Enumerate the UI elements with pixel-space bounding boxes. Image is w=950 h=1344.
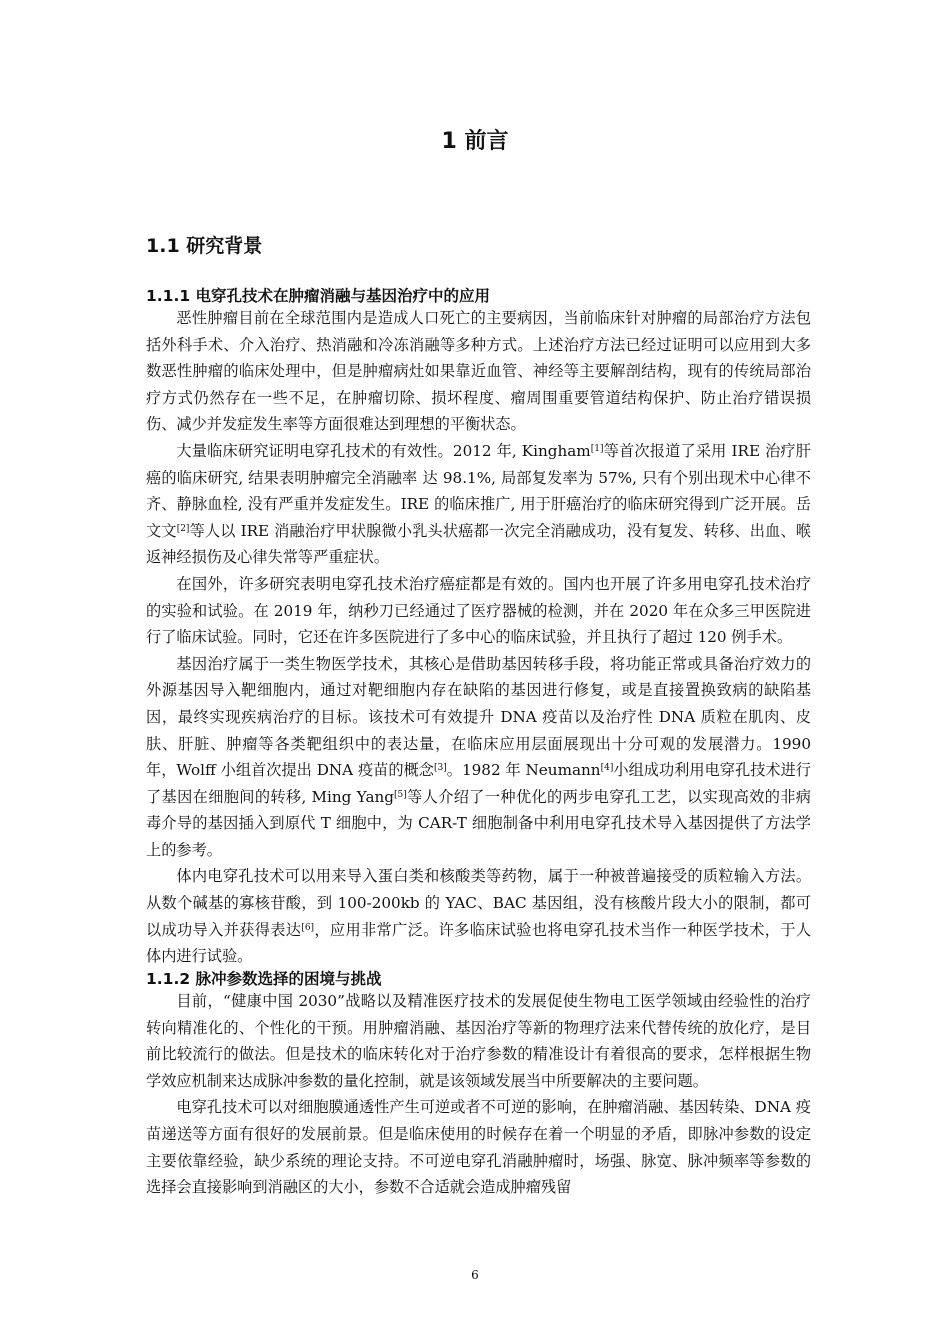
citation: [6] xyxy=(301,922,315,933)
paragraph xyxy=(146,438,811,571)
paragraph xyxy=(146,863,811,969)
subsection-body-2 xyxy=(146,988,811,1201)
chapter-title: 1 前言 xyxy=(441,129,509,154)
citation: [5] xyxy=(394,789,407,800)
paragraph-text: 大量临床研究证明电穿孔技术的有效性。2012 年, Kingham xyxy=(176,441,591,460)
citation: [1] xyxy=(590,444,604,455)
citation: [4] xyxy=(600,763,614,774)
subsection-body-1 xyxy=(146,305,811,970)
subsection-heading-2: 1.1.2 脉冲参数选择的困境与挑战 xyxy=(146,970,382,988)
citation: [3] xyxy=(434,763,447,774)
subsection-heading-1: 1.1.1 电穿孔技术在肿瘤消融与基因治疗中的应用 xyxy=(146,287,491,305)
paragraph-text: ，应用非常广泛。许多临床试验也将电穿孔技术当作一种医学技术，于人体内进行试验。 xyxy=(146,920,812,966)
paragraph xyxy=(146,988,811,1094)
paragraph-text: 在国外，许多研究表明电穿孔技术治疗癌症都是有效的。国内也开展了许多用电穿孔技术治疗的实验和试验。在 2019 年，纳秒刀已经通过了医疗器械的检测，并在 2020 年在众多三甲医院进行了临床试验。同时，它还在许多医院进行了多中心的临床试验，并且执行了超过 120 例手术。 xyxy=(146,574,811,647)
paragraph-text: 等首次报道了采用 IRE 治疗肝癌的临床研究, 结果表明肿瘤完全消融率 达 98.1%, 局部复发率为 57%, 只有个别出现术中心律不齐、静脉血栓, 没有严重并发症发生。IRE 的临床推广, 用于肝癌治疗的临床研究得到广泛开展。岳文文 xyxy=(146,441,811,540)
paragraph xyxy=(146,1094,811,1200)
paragraph-text: 等人介绍了一种优化的两步电穿孔工艺，以实现高效的非病毒介导的基因插入到原代 T 细胞中，为 CAR-T 细胞制备中利用电穿孔技术导入基因提供了方法学上的参考。 xyxy=(146,787,811,859)
paragraph xyxy=(146,651,811,864)
paragraph xyxy=(146,305,811,438)
paragraph-text: 。1982 年 Neumann xyxy=(446,761,601,780)
paragraph-text: 基因治疗属于一类生物医学技术，其核心是借助基因转移手段，将功能正常或具备治疗效力的外源基因导入靶细胞内，通过对靶细胞内存在缺陷的基因进行修复，或是直接置换致病的缺陷基因，最终实现疾病治疗的目标。该技术可有效提升 DNA 疫苗以及治疗性 DNA 质粒在肌肉、皮肤、肝脏、肿瘤等各类靶组织中的表达量，在临床应用层面展现出十分可观的发展潜力。1990 年，Wolff 小组首次提出 DNA 疫苗的概念 xyxy=(146,654,811,780)
paragraph-text: 电穿孔技术可以对细胞膜通透性产生可逆或者不可逆的影响，在肿瘤消融、基因转染、DNA 疫苗递送等方面有很好的发展前景。但是临床使用的时候存在着一个明显的矛盾，即脉冲参数的设定主要依靠经验，缺少系统的理论支持。不可逆电穿孔消融肿瘤时，场强、脉宽、脉冲频率等参数的选择会直接影响到消融区的大小，参数不合适就会造成肿瘤残留 xyxy=(146,1098,811,1197)
page-number: 6 xyxy=(471,1268,479,1282)
paragraph-text: 目前，“健康中国 2030”战略以及精准医疗技术的发展促使生物电工医学领域由经验性的治疗转向精准化的、个性化的干预。用肿瘤消融、基因治疗等新的物理疗法来代替传统的放化疗，是目前比较流行的做法。但是技术的临床转化对于治疗参数的精准设计有着很高的要求，怎样根据生物学效应机制来达成脉冲参数的量化控制，就是该领域发展当中所要解决的主要问题。 xyxy=(146,992,811,1090)
paragraph-text: 等人以 IRE 消融治疗甲状腺微小乳头状癌都一次完全消融成功，没有复发、转移、出血、喉返神经损伤及心律失常等严重症状。 xyxy=(146,521,811,567)
paragraph xyxy=(146,571,811,651)
paragraph-text: 体内电穿孔技术可以用来导入蛋白类和核酸类等药物，属于一种被普遍接受的质粒输入方法。从数个碱基的寡核苷酸，到 100-200kb 的 YAC、BAC 基因组，没有核酸片段大小的限制，都可以成功导入并获得表达 xyxy=(146,867,811,939)
paragraph-text: 小组成功利用电穿孔技术进行了基因在细胞间的转移, Ming Yang xyxy=(146,761,811,806)
paragraph-text: 恶性肿瘤目前在全球范围内是造成人口死亡的主要病因，当前临床针对肿瘤的局部治疗方法包括外科手术、介入治疗、热消融和冷冻消融等多种方式。上述治疗方法已经过证明可以应用到大多数恶性肿瘤的临床处理中，但是肿瘤病灶如果靠近血管、神经等主要解剖结构，现有的传统局部治疗方式仍然存在一些不足，在肿瘤切除、损坏程度、瘤周围重要管道结构保护、防止治疗错误损伤、减少并发症发生率等方面很难达到理想的平衡状态。 xyxy=(146,309,811,434)
citation: [2] xyxy=(176,523,190,534)
section-heading: 1.1 研究背景 xyxy=(146,235,263,257)
